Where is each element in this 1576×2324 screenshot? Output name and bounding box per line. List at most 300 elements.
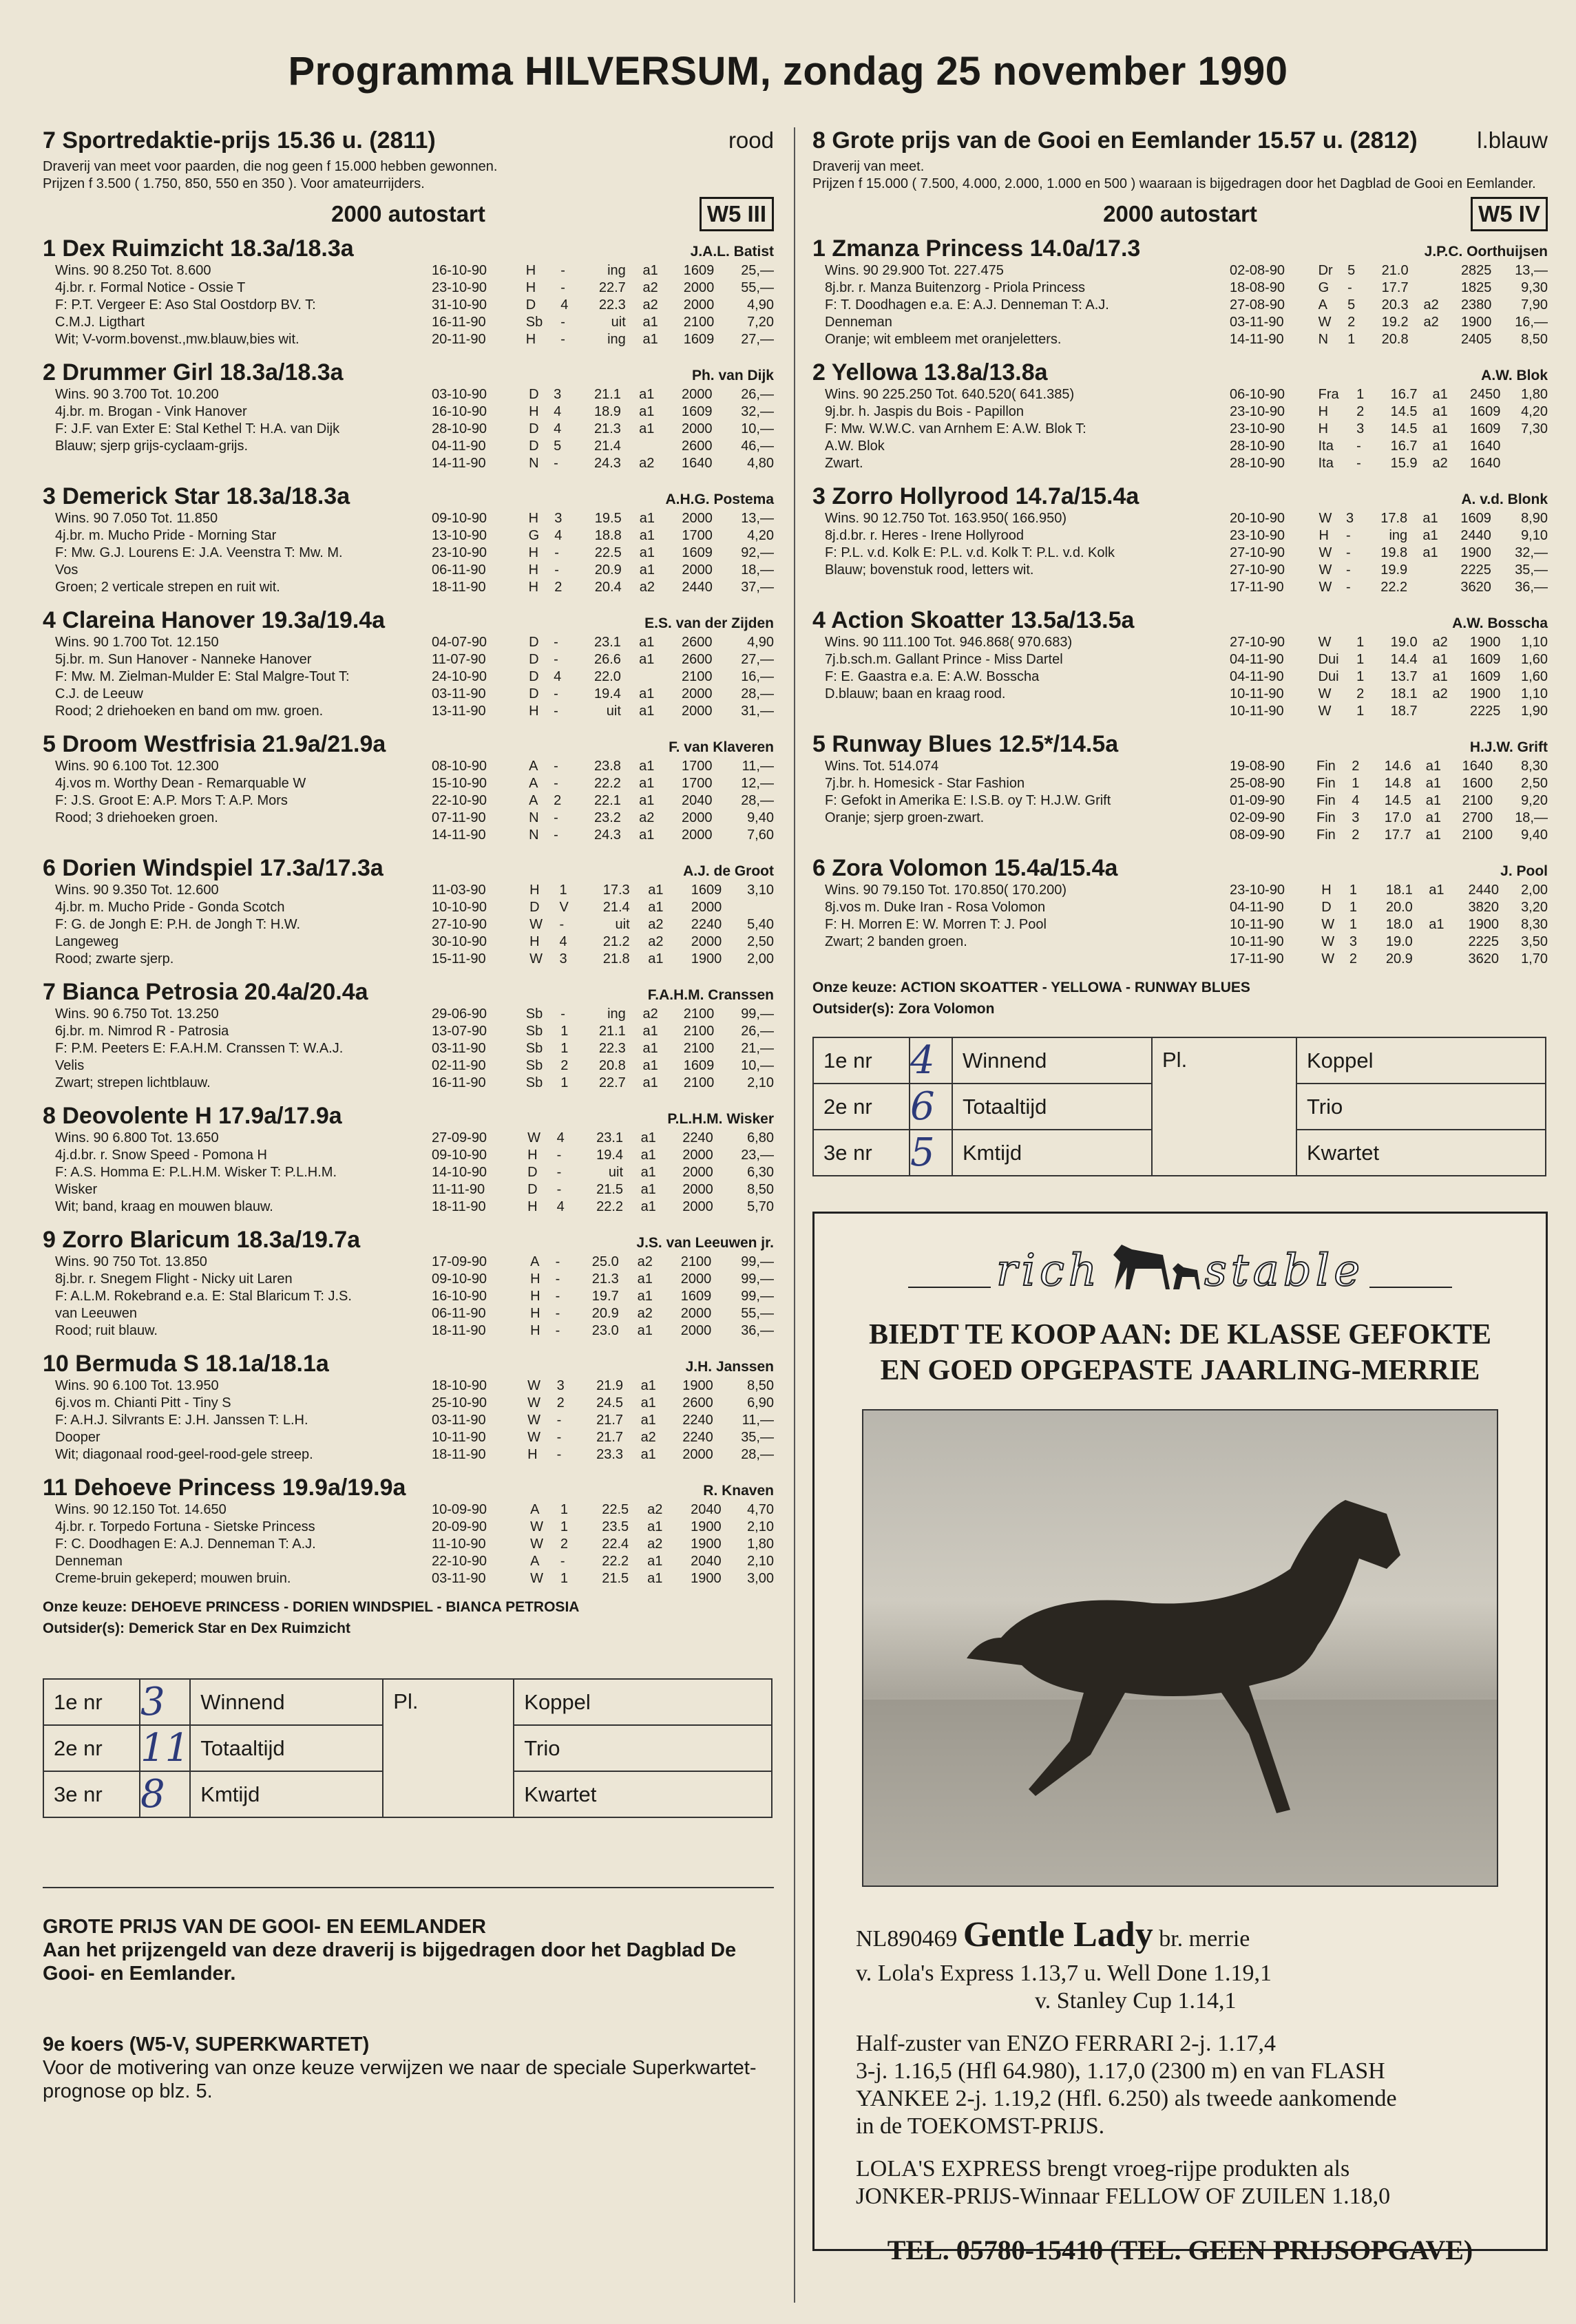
- result-cell: H: [528, 511, 539, 526]
- result-cell: 22.2: [596, 1199, 624, 1214]
- horse-entry: [43, 607, 774, 720]
- result-row: [1224, 314, 1548, 331]
- result-cell: -: [554, 704, 558, 719]
- race-8-column: [812, 127, 1548, 1176]
- horse-info-line: Zwart; strepen lichtblauw.: [55, 1075, 211, 1090]
- horse-entry-header: [43, 1227, 774, 1254]
- result-cell: 2000: [683, 280, 715, 295]
- result-cell: Dr: [1318, 263, 1333, 278]
- result-cell: H: [525, 263, 536, 278]
- horse-trainer: A.H.G. Postema: [665, 492, 774, 507]
- result-cell: 9,40: [1521, 827, 1548, 843]
- horse-info-line: Rood; 2 driehoeken en band om mw. groen.: [55, 704, 324, 719]
- result-row: [1224, 792, 1548, 810]
- horse-info-line: Wins. 90 225.250 Tot. 640.520( 641.385): [825, 387, 1075, 402]
- result-cell: a1: [640, 1413, 656, 1428]
- horse-trainer: F. van Klaveren: [669, 739, 774, 755]
- result-row: [426, 1395, 774, 1412]
- result-cell: 1900: [691, 1519, 722, 1534]
- horse-info-line: Wins. 90 6.800 Tot. 13.650: [55, 1130, 219, 1145]
- result-cell: 2000: [682, 511, 713, 526]
- result-cell: -: [555, 1254, 560, 1269]
- result-cell: W: [529, 917, 543, 932]
- result-cell: 99,—: [741, 1006, 774, 1022]
- result-cell: 27,—: [741, 332, 774, 347]
- result-cell: 1609: [680, 1289, 712, 1304]
- result-cell: 2240: [682, 1430, 713, 1445]
- horse-entry: [43, 731, 774, 844]
- result-cell: 6,30: [747, 1165, 774, 1180]
- result-cell: -: [560, 332, 565, 347]
- result-cell: 18,—: [741, 562, 774, 578]
- result-cell: H: [529, 883, 540, 898]
- result-cell: 21.8: [602, 951, 630, 966]
- pred-handwritten: 5: [910, 1130, 952, 1176]
- result-cell: D: [529, 635, 539, 650]
- result-cell: Sb: [525, 315, 543, 330]
- result-cell: a1: [647, 1519, 663, 1534]
- result-cell: 3620: [1468, 951, 1499, 966]
- result-cell: H: [530, 1323, 540, 1338]
- result-cell: 2000: [682, 1165, 713, 1180]
- result-cell: 04-07-90: [432, 635, 487, 650]
- result-cell: 11,—: [742, 759, 774, 774]
- horse-results: [426, 1130, 774, 1216]
- result-cell: 35,—: [1515, 562, 1548, 578]
- result-row: [426, 562, 774, 579]
- result-cell: 20.9: [1385, 951, 1413, 966]
- result-cell: 26,—: [741, 1024, 774, 1039]
- result-cell: 24.3: [593, 456, 621, 471]
- result-cell: 2440: [1468, 883, 1499, 898]
- result-cell: 22.1: [593, 793, 621, 808]
- race-8-desc-line: Prijzen f 15.000 ( 7.500, 4.000, 2.000, 1.000 en 500 ) waaraan is bijgedragen door het Dagblad de Gooi en Eemlander.: [812, 176, 1536, 191]
- result-cell: 55,—: [741, 1306, 774, 1321]
- separator: [43, 1887, 774, 1888]
- race-8-header: [812, 127, 1548, 154]
- result-cell: 18.7: [1390, 704, 1418, 719]
- horse-name: 1 Zmanza Princess 14.0a/17.3: [812, 235, 1141, 262]
- result-cell: 2,50: [747, 934, 774, 949]
- result-cell: 12,—: [741, 776, 774, 791]
- result-cell: 2: [560, 1058, 569, 1073]
- horse-entry-body: [812, 262, 1548, 348]
- result-cell: N: [529, 810, 539, 825]
- result-cell: 2450: [1469, 387, 1501, 402]
- result-cell: -: [556, 1413, 562, 1428]
- result-cell: 28,—: [741, 1447, 774, 1462]
- result-cell: a2: [1423, 297, 1439, 313]
- result-cell: a1: [640, 1148, 656, 1163]
- result-cell: -: [560, 263, 565, 278]
- race-7-color: rood: [728, 127, 774, 153]
- result-cell: a1: [642, 1075, 658, 1090]
- result-cell: 1: [560, 1502, 568, 1517]
- result-cell: 1: [1349, 900, 1357, 915]
- result-cell: 2: [554, 580, 563, 595]
- horse-info-line: 4j.br. r. Torpedo Fortuna - Sietske Princess: [55, 1519, 315, 1534]
- result-cell: A: [529, 776, 538, 791]
- result-cell: a1: [639, 635, 655, 650]
- result-cell: a1: [639, 421, 655, 436]
- result-cell: 35,—: [741, 1430, 774, 1445]
- result-cell: -: [560, 280, 565, 295]
- result-cell: 3820: [1468, 900, 1499, 915]
- result-cell: 10-10-90: [432, 900, 487, 915]
- result-cell: [1500, 438, 1548, 455]
- result-cell: 1700: [682, 776, 713, 791]
- result-cell: a2: [640, 1430, 656, 1445]
- result-cell: 9,10: [1521, 528, 1548, 543]
- result-cell: -: [554, 810, 558, 825]
- horse-trainer: P.L.H.M. Wisker: [667, 1111, 774, 1127]
- result-cell: a1: [640, 1395, 656, 1411]
- result-cell: 4,20: [747, 528, 774, 543]
- result-cell: 09-10-90: [432, 511, 487, 526]
- result-cell: 2: [1356, 686, 1365, 701]
- result-cell: a1: [640, 1130, 656, 1145]
- result-cell: 2100: [683, 1041, 715, 1056]
- result-cell: 08-09-90: [1230, 827, 1285, 843]
- horse-info-line: F: P.M. Peeters E: F.A.H.M. Cranssen T: W.A.J.: [55, 1041, 344, 1056]
- horse-entry-header: [43, 1103, 774, 1130]
- result-cell: 14.6: [1384, 759, 1411, 774]
- result-cell: 2100: [683, 1075, 715, 1090]
- result-row: [1224, 262, 1548, 279]
- result-cell: 17.7: [1381, 280, 1409, 295]
- result-cell: a1: [639, 827, 655, 843]
- horse-info-line: F: A.H.J. Silvrants E: J.H. Janssen T: L.H.: [55, 1413, 308, 1428]
- horse-entry: [43, 359, 774, 472]
- result-cell: 5,40: [747, 917, 774, 932]
- result-cell: 2,10: [747, 1075, 774, 1090]
- horse-entry-header: [812, 731, 1548, 758]
- horse-entry-header: [43, 235, 774, 262]
- result-cell: 2000: [682, 562, 713, 578]
- result-cell: 1825: [1460, 280, 1492, 295]
- result-row: [426, 1130, 774, 1147]
- horse-name: 4 Action Skoatter 13.5a/13.5a: [812, 607, 1135, 633]
- race-8-description: [812, 158, 1548, 193]
- result-cell: 2040: [691, 1554, 722, 1569]
- horse-info-line: F: P.L. v.d. Kolk E: P.L. v.d. Kolk T: P.L. v.d. Kolk: [825, 545, 1115, 560]
- result-cell: 8,50: [747, 1378, 774, 1393]
- horse-entry-body: [43, 882, 774, 968]
- horse-info-line: Wins. 90 12.750 Tot. 163.950( 166.950): [825, 511, 1067, 526]
- result-row: [1224, 668, 1548, 686]
- result-cell: Fin: [1316, 827, 1336, 843]
- horse-entry: [812, 359, 1548, 472]
- result-cell: 4,90: [747, 297, 774, 313]
- horse-name: 6 Zora Volomon 15.4a/15.4a: [812, 855, 1118, 881]
- horse-name: 5 Droom Westfrisia 21.9a/21.9a: [43, 731, 386, 757]
- race-7-title: 7 Sportredaktie-prijs 15.36 u. (2811): [43, 127, 436, 154]
- horse-info-line: Wins. 90 12.150 Tot. 14.650: [55, 1502, 227, 1517]
- horse-entry: [43, 1475, 774, 1587]
- result-cell: 7,60: [747, 827, 774, 843]
- result-cell: W: [1318, 511, 1332, 526]
- horse-info: [812, 758, 1224, 844]
- result-cell: a1: [640, 1378, 656, 1393]
- result-row: [426, 1075, 774, 1092]
- horse-info-line: 4j.br. m. Mucho Pride - Morning Star: [55, 528, 277, 543]
- horse-trainer: R. Knaven: [703, 1483, 774, 1499]
- ad-paragraph-line: in de TOEKOMST-PRIJS.: [856, 2113, 1105, 2139]
- result-cell: 27-10-90: [1230, 545, 1285, 560]
- horse-entry-body: [43, 758, 774, 844]
- result-cell: 1,90: [1521, 704, 1548, 719]
- result-cell: 8,30: [1521, 759, 1548, 774]
- horse-info-line: Vos: [55, 562, 78, 578]
- result-row: [426, 792, 774, 810]
- result-cell: 2380: [1460, 297, 1492, 313]
- result-cell: 1900: [1460, 545, 1491, 560]
- result-cell: 2100: [683, 1024, 715, 1039]
- horse-info: [43, 634, 426, 720]
- result-cell: 2,10: [747, 1519, 774, 1534]
- horse-info-line: F: E. Gaastra e.a. E: A.W. Bosscha: [825, 669, 1040, 684]
- result-row: [426, 279, 774, 297]
- result-cell: 17.0: [1384, 810, 1411, 825]
- result-row: [426, 297, 774, 314]
- result-cell: 1900: [682, 1378, 713, 1393]
- result-cell: D: [527, 1165, 538, 1180]
- horse-info-line: Wins. 90 111.100 Tot. 946.868( 970.683): [825, 635, 1073, 650]
- result-cell: a1: [639, 759, 655, 774]
- result-cell: 1: [1356, 669, 1365, 684]
- result-row: [426, 455, 774, 472]
- result-cell: H: [529, 404, 539, 419]
- result-cell: 26,—: [741, 387, 774, 402]
- result-cell: 13-11-90: [432, 704, 486, 719]
- result-cell: 4: [554, 404, 562, 419]
- horse-info-line: Oranje; sjerp groen-zwart.: [825, 810, 985, 825]
- race-7-column: [43, 127, 774, 2103]
- result-cell: 1900: [1468, 917, 1499, 932]
- result-cell: a1: [1422, 528, 1438, 543]
- result-cell: 2100: [680, 1254, 712, 1269]
- result-cell: 23-10-90: [1230, 421, 1285, 436]
- result-cell: 1900: [691, 951, 722, 966]
- horse-info-line: Wins. 90 79.150 Tot. 170.850( 170.200): [825, 883, 1067, 898]
- race-8-entries: [812, 235, 1548, 968]
- race-8-title: 8 Grote prijs van de Gooi en Eemlander 15.57 u. (2812): [812, 127, 1418, 154]
- result-cell: 23.1: [593, 635, 621, 650]
- horse-name: 5 Runway Blues 12.5*/14.5a: [812, 731, 1119, 757]
- result-cell: N: [1318, 332, 1329, 347]
- result-cell: H: [530, 1289, 540, 1304]
- result-cell: 23-10-90: [432, 280, 487, 295]
- result-cell: Sb: [525, 1075, 543, 1090]
- horse-info-line: 4j.br. r. Formal Notice - Ossie T: [55, 280, 246, 295]
- result-cell: A: [530, 1554, 540, 1569]
- result-cell: -: [1356, 439, 1361, 454]
- result-cell: 8,90: [1521, 511, 1548, 526]
- result-row: [426, 1271, 774, 1288]
- result-cell: 1,70: [1521, 951, 1548, 966]
- ad-headline: [815, 1317, 1546, 1388]
- result-cell: 27-10-90: [1230, 562, 1285, 578]
- result-cell: H: [1318, 528, 1329, 543]
- result-row: [426, 686, 774, 703]
- result-cell: 10-11-90: [1230, 934, 1284, 949]
- result-cell: 13-07-90: [432, 1024, 487, 1039]
- result-cell: 1,80: [747, 1536, 774, 1552]
- horse-trainer: Ph. van Dijk: [691, 368, 774, 383]
- horse-info-line: 7j.b.sch.m. Gallant Prince - Miss Dartel: [825, 652, 1063, 667]
- result-cell: a1: [640, 1165, 656, 1180]
- result-row: [1224, 758, 1548, 775]
- result-cell: 21.3: [593, 421, 621, 436]
- ad-sex: br. merrie: [1159, 1926, 1250, 1952]
- result-cell: 20.0: [1385, 900, 1413, 915]
- result-cell: 4: [556, 1130, 565, 1145]
- result-cell: a1: [637, 1289, 653, 1304]
- result-cell: A: [530, 1254, 540, 1269]
- result-cell: 8,50: [1521, 332, 1548, 347]
- result-cell: -: [555, 1289, 560, 1304]
- horse-entry-body: [43, 1377, 774, 1464]
- result-cell: ing: [607, 263, 626, 278]
- result-cell: 4: [554, 669, 562, 684]
- result-row: [1224, 438, 1548, 455]
- horse-entry-header: [812, 855, 1548, 882]
- result-cell: Sb: [525, 1006, 543, 1022]
- horse-info-line: Dooper: [55, 1430, 101, 1445]
- horse-info-line: F: A.S. Homma E: P.L.H.M. Wisker T: P.L.H.M.: [55, 1165, 337, 1180]
- horse-info-line: Wins. 90 1.700 Tot. 12.150: [55, 635, 219, 650]
- result-cell: 23-10-90: [1230, 528, 1285, 543]
- result-cell: 7,20: [747, 315, 774, 330]
- result-cell: -: [560, 1006, 565, 1022]
- result-row: [426, 1377, 774, 1395]
- result-cell: W: [530, 1519, 544, 1534]
- horse-entry-body: [812, 634, 1548, 720]
- result-cell: 22.3: [598, 297, 626, 313]
- result-row: [426, 1322, 774, 1340]
- result-cell: a2: [642, 297, 658, 313]
- result-cell: -: [1346, 528, 1351, 543]
- pred-kwartet: Kwartet: [1296, 1130, 1546, 1176]
- result-cell: a1: [648, 951, 664, 966]
- result-cell: 25-10-90: [432, 1395, 487, 1411]
- result-row: [426, 579, 774, 596]
- result-cell: -: [1346, 545, 1351, 560]
- result-cell: W: [530, 1571, 544, 1586]
- result-cell: a1: [639, 704, 655, 719]
- horse-info-line: Denneman: [55, 1554, 123, 1569]
- page-title: Programma HILVERSUM, zondag 25 november 1990: [288, 49, 1288, 94]
- result-cell: 2000: [682, 827, 713, 843]
- result-cell: a1: [639, 404, 655, 419]
- result-cell: 24-10-90: [432, 669, 487, 684]
- ad-headline-line: EN GOED OPGEPASTE JAARLING-MERRIE: [880, 1355, 1480, 1386]
- result-cell: H: [527, 1447, 538, 1462]
- result-cell: 03-10-90: [432, 387, 487, 402]
- result-cell: 15-10-90: [432, 776, 487, 791]
- result-cell: 28-10-90: [1230, 439, 1285, 454]
- result-cell: -: [556, 1430, 562, 1445]
- pred-trio: Trio: [514, 1725, 772, 1771]
- result-row: [426, 1057, 774, 1075]
- result-cell: 06-11-90: [432, 562, 486, 578]
- result-cell: 1609: [1469, 669, 1501, 684]
- horse-entry-header: [43, 855, 774, 882]
- result-cell: 11-11-90: [432, 1182, 485, 1197]
- result-row: [426, 1147, 774, 1164]
- result-cell: 19.9: [1380, 562, 1408, 578]
- result-cell: Sb: [525, 1058, 543, 1073]
- result-cell: Sb: [525, 1041, 543, 1056]
- result-cell: D: [527, 1182, 538, 1197]
- horse-entry: [812, 483, 1548, 596]
- result-cell: -: [560, 315, 565, 330]
- result-cell: 18.8: [594, 528, 622, 543]
- result-cell: 2100: [1462, 793, 1493, 808]
- horse-info-line: Wins. 90 8.250 Tot. 8.600: [55, 263, 211, 278]
- result-cell: 2225: [1460, 562, 1491, 578]
- horse-info-line: 8j.br. r. Snegem Flight - Nicky uit Laren: [55, 1271, 293, 1287]
- result-cell: 1,10: [1521, 686, 1548, 701]
- pred-row-label: 3e nr: [43, 1771, 140, 1817]
- pred-handwritten: 4: [910, 1037, 952, 1084]
- result-cell: a1: [642, 1058, 658, 1073]
- horse-info-line: 4j.d.br. r. Snow Speed - Pomona H: [55, 1148, 267, 1163]
- result-cell: a1: [642, 332, 658, 347]
- pred-row-label: 1e nr: [43, 1679, 140, 1725]
- result-cell: Fin: [1316, 793, 1336, 808]
- result-cell: 21.0: [1381, 263, 1409, 278]
- result-cell: H: [530, 1306, 540, 1321]
- horse-info-line: Zwart; 2 banden groen.: [825, 934, 967, 949]
- result-cell: 4: [560, 297, 569, 313]
- result-cell: 28-10-90: [1230, 456, 1285, 471]
- result-cell: [1409, 262, 1439, 279]
- result-cell: 23.0: [591, 1323, 619, 1338]
- horse-info: [43, 1006, 426, 1092]
- result-cell: W: [1321, 917, 1335, 932]
- result-cell: H: [528, 545, 539, 560]
- result-row: [426, 1023, 774, 1040]
- result-cell: 22.2: [602, 1554, 629, 1569]
- result-cell: 06-10-90: [1230, 387, 1285, 402]
- result-cell: 19.0: [1385, 934, 1413, 949]
- race-8-prediction-table: [812, 1037, 1546, 1176]
- result-cell: 2100: [682, 669, 713, 684]
- result-cell: a1: [647, 1571, 663, 1586]
- horse-entry-body: [43, 262, 774, 348]
- result-row: [426, 916, 774, 933]
- result-cell: 21.1: [598, 1024, 626, 1039]
- result-cell: 1640: [1469, 456, 1501, 471]
- horse-info-line: 8j.d.br. r. Heres - Irene Hollyrood: [825, 528, 1025, 543]
- result-cell: 1: [1352, 776, 1360, 791]
- result-row: [1224, 703, 1548, 720]
- horse-info: [43, 510, 426, 596]
- result-cell: 23.1: [596, 1130, 624, 1145]
- result-row: [1224, 951, 1548, 968]
- result-cell: 9,20: [1521, 793, 1548, 808]
- result-row: [426, 933, 774, 951]
- note-text: Aan het prijzengeld van deze draverij is bijgedragen door het Dagblad De Gooi- en Eemlander.: [43, 1939, 737, 1985]
- result-cell: [1413, 899, 1444, 916]
- result-cell: 04-11-90: [1230, 652, 1284, 667]
- horse-name: 3 Zorro Hollyrood 14.7a/15.4a: [812, 483, 1139, 509]
- ad-paragraph-line: 3-j. 1.16,5 (Hfl 64.980), 1.17,0 (2300 m) en van FLASH: [856, 2058, 1385, 2084]
- result-cell: N: [529, 456, 539, 471]
- result-cell: 2000: [680, 1306, 712, 1321]
- result-cell: 6,90: [747, 1395, 774, 1411]
